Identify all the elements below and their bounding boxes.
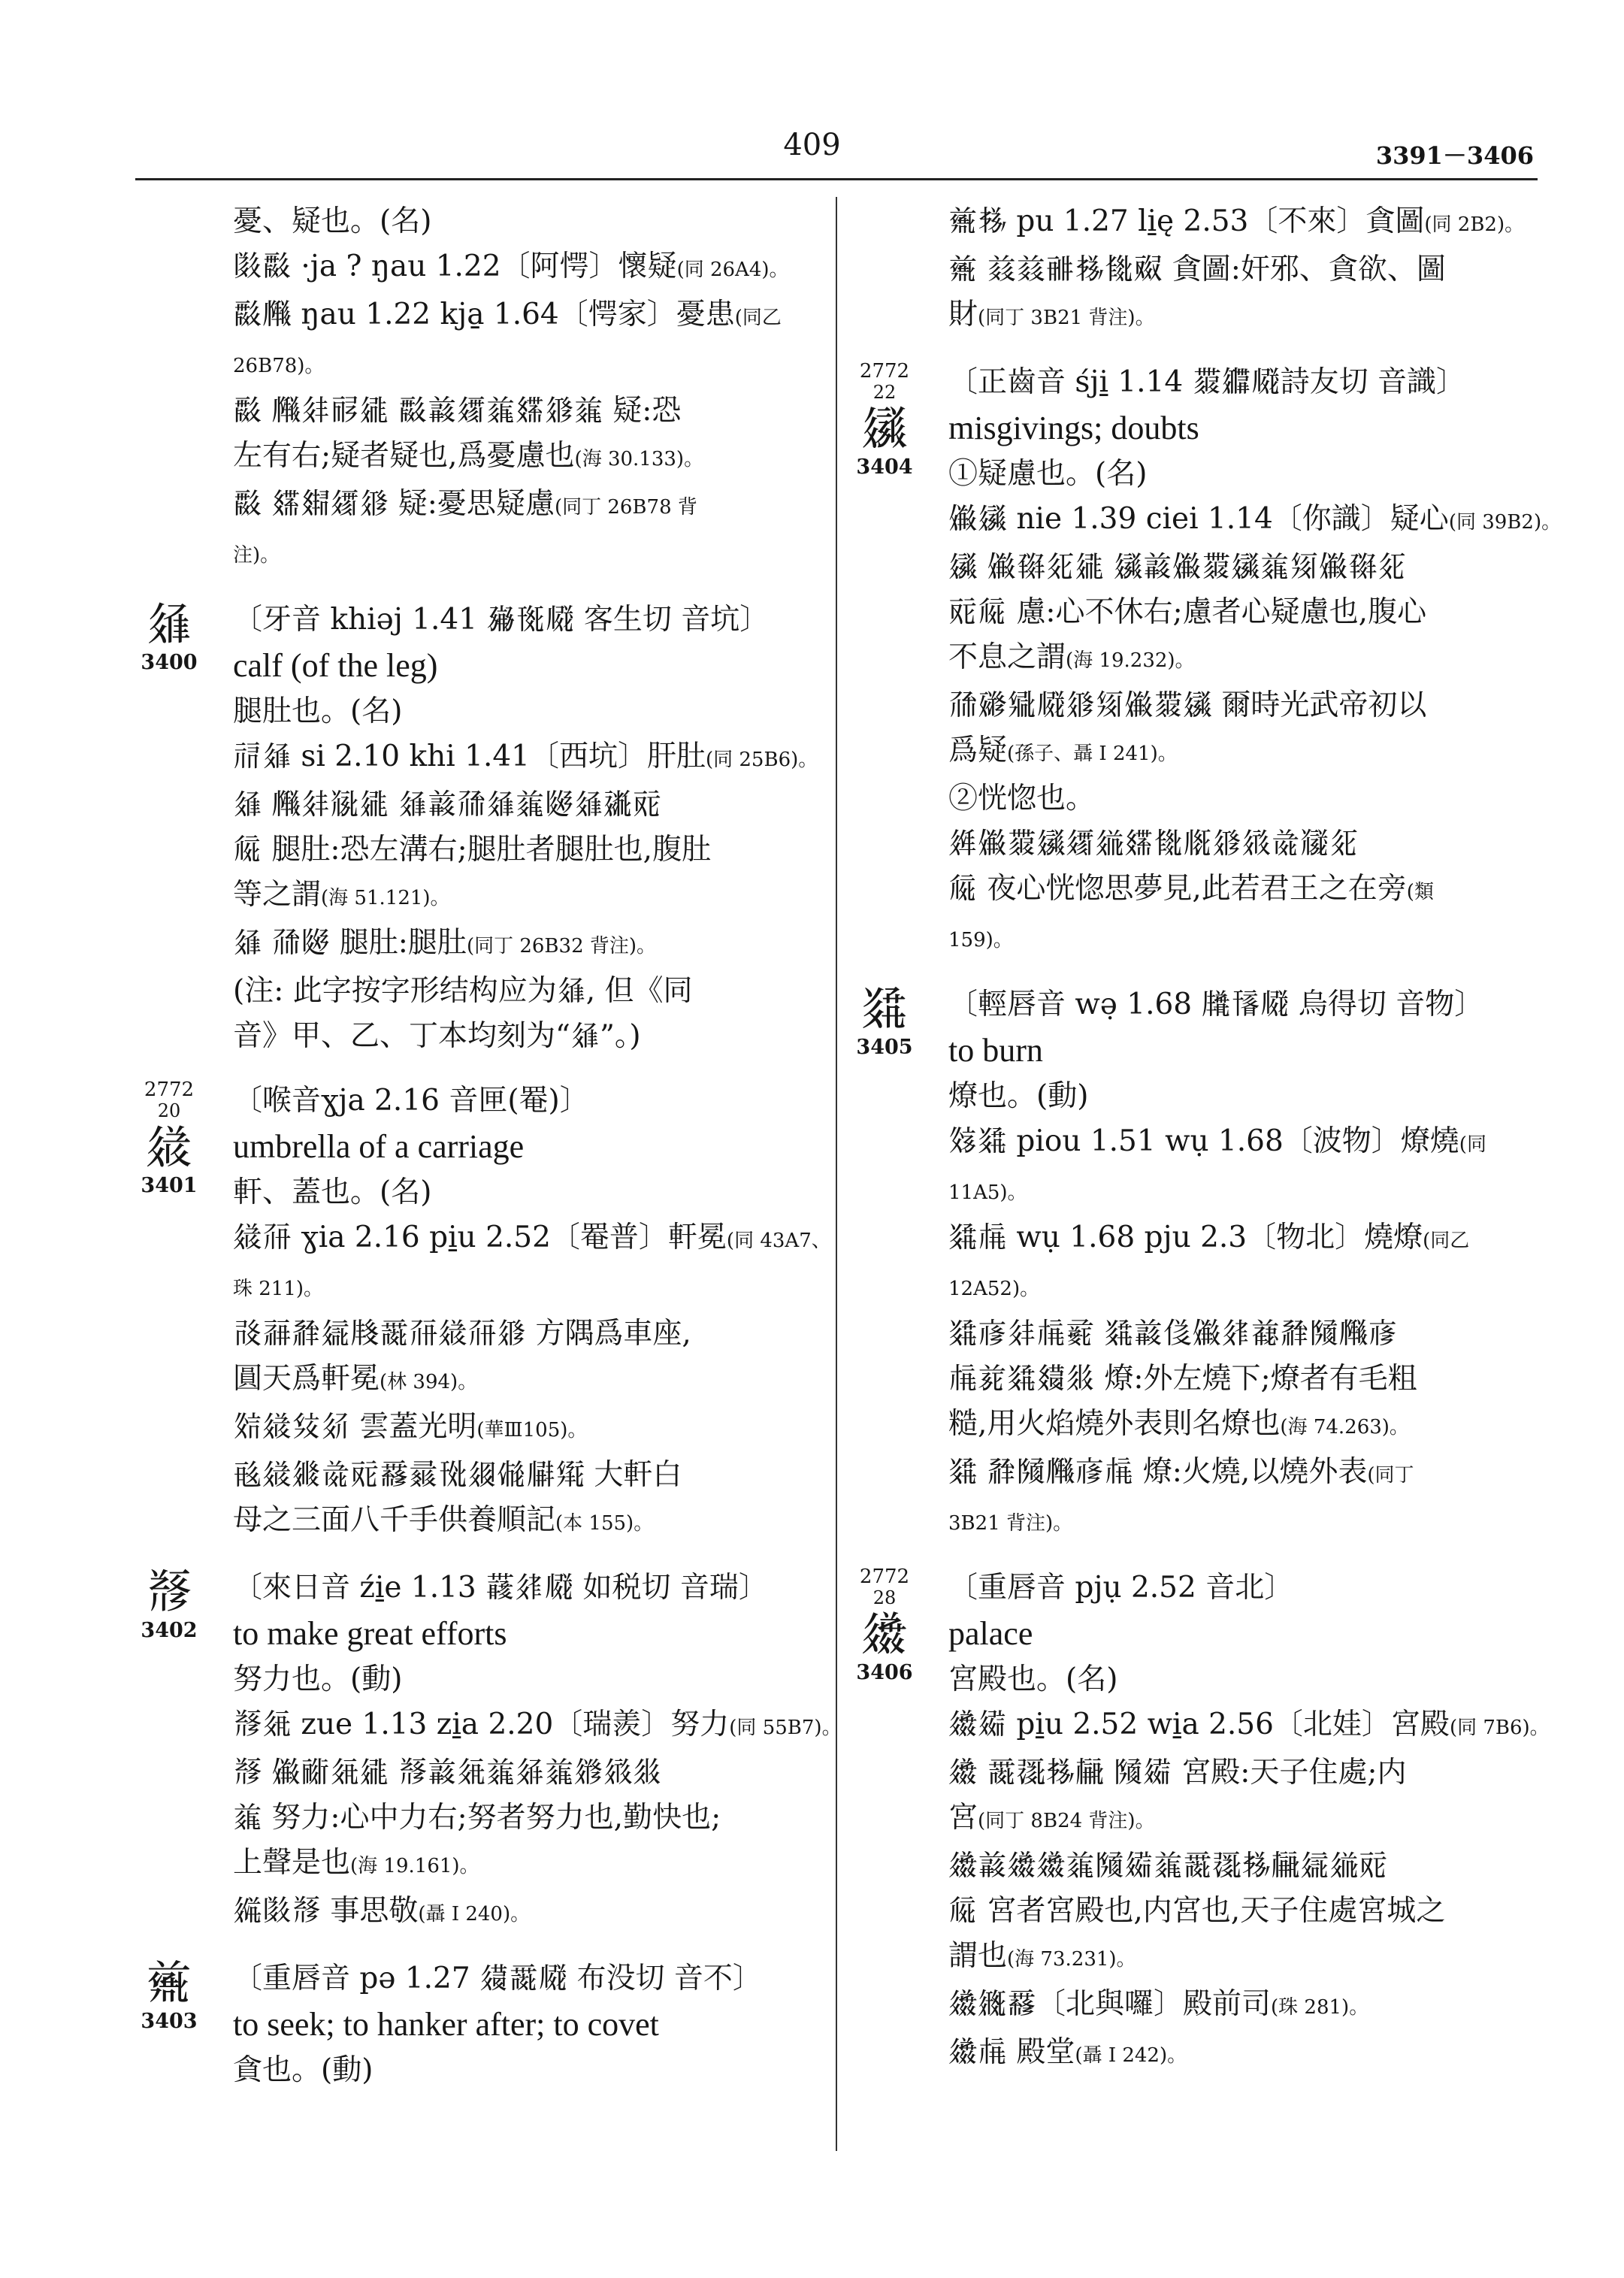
line-text: 𘃡𗣓 zue 1.13 zi̱a 2.20〔瑞羨〕努力 <box>233 1708 730 1741</box>
line-text: 𗗙𗡪𗋐𗆧𗤁𗊕𗏹𗷅𗪊 爾時光武帝初以 <box>948 688 1427 722</box>
entry-list <box>141 578 842 2093</box>
text-line <box>948 545 1546 590</box>
citation: (同 7B6)。 <box>1449 1717 1550 1739</box>
dictionary-entry <box>141 596 827 1059</box>
text-line <box>948 1074 1546 1119</box>
text-line <box>233 1263 827 1311</box>
citation: (同 39B2)。 <box>1448 511 1562 534</box>
text-line <box>948 2030 1546 2078</box>
text-line <box>233 1841 827 1889</box>
line-text: 燎也。(動) <box>948 1079 1089 1113</box>
line-text: ②恍惚也。 <box>948 782 1096 815</box>
entry-marker <box>836 360 933 480</box>
text-line <box>948 821 1546 867</box>
citation: (同 43A7、 <box>726 1230 831 1252</box>
text-line <box>948 497 1562 545</box>
head-character: 𗫢 <box>860 1606 908 1661</box>
text-line <box>233 827 827 873</box>
line-text: 𗼻𗧊𗊏𗢯 雲蓋光明 <box>233 1410 477 1444</box>
line-text: 上聲是也 <box>233 1846 351 1880</box>
entry-code-sub: 28 <box>872 1587 897 1608</box>
entry-code-sub: 20 <box>157 1100 181 1121</box>
citation: 珠 211)。 <box>233 1278 324 1300</box>
text-line <box>233 689 827 734</box>
citation: (華Ⅲ105)。 <box>476 1419 588 1442</box>
text-line <box>233 921 827 969</box>
line-text: 音》甲、乙、丁本均刻为“𗥸”。) <box>233 1019 641 1053</box>
phonetic-line: 〔正齒音 śji̱ 1.14 𗷅𗫗𗆧詩友切 音識〕 <box>948 365 1466 399</box>
text-line <box>948 1795 1546 1844</box>
citation: 注)。 <box>233 544 280 567</box>
entry-list <box>856 340 1562 2078</box>
head-character: 𗓷 <box>145 1955 192 2010</box>
text-line <box>948 1215 1546 1263</box>
entry-body <box>233 1170 831 1546</box>
english-gloss: to burn <box>948 1032 1043 1069</box>
entry-marker <box>120 1566 218 1644</box>
text-line <box>948 915 1546 963</box>
dictionary-entry <box>141 1078 831 1546</box>
citation: (同 26A4)。 <box>676 259 789 281</box>
line-text: 𗸟𗧊𗦫𗯨𗠇𗵒𗕥𗌽𗤓𗃡𗆔𗋕 大軒白 <box>233 1458 682 1492</box>
line-text: 𗓷 𗑠𗑠𗸙𗈪𗺌𗡂 貪圖:奸邪、貪欲、圖 <box>948 253 1446 286</box>
entry-code: 2772 <box>859 1566 910 1588</box>
line-text: 𘟂𗆼 ŋau 1.22 kja̱ 1.64〔愕家〕憂患 <box>233 298 735 331</box>
entry-body <box>233 689 827 1059</box>
citation: (海 74.263)。 <box>1280 1416 1409 1438</box>
text-line <box>948 1934 1546 1982</box>
line-text: 𗧊𗗓 ɣia 2.16 pi̱u 2.52〔罨普〕軒冕 <box>233 1221 727 1254</box>
line-text: 𗥸 𗗙𗁖 腿肚:腿肚 <box>233 926 467 960</box>
entry-body <box>948 1657 1550 2078</box>
citation: 3B21 背注)。 <box>948 1512 1073 1535</box>
line-text: 宮 <box>948 1801 978 1835</box>
text-line <box>948 635 1546 683</box>
line-text: 𗰗𗹏𗴂𗦇𗹞𗵘𗗓𗧊𗗓𗤁 方隅爲車座, <box>233 1317 691 1351</box>
citation: 11A5)。 <box>948 1181 1027 1204</box>
continuation-block <box>233 199 827 578</box>
dictionary-entry <box>856 360 1562 963</box>
entry-code: 2772 <box>859 360 910 383</box>
text-line <box>948 1702 1550 1750</box>
entry-body <box>948 452 1562 963</box>
head-character: 𘂼 <box>860 981 908 1036</box>
line-text: 財 <box>948 298 978 331</box>
head-character: 𗥸 <box>145 596 192 651</box>
citation: (同丁 26B78 背 <box>554 496 697 519</box>
dictionary-entry <box>141 1564 842 1937</box>
entry-gap <box>948 963 1546 982</box>
citation: (同乙 <box>734 307 782 329</box>
line-text: 𗓷𗈪 pu 1.27 li̱ę 2.53〔不來〕貪圖 <box>948 204 1425 238</box>
phonetic-line: 〔喉音ɣja 2.16 音匣(罨)〕 <box>233 1084 589 1118</box>
text-line <box>233 873 827 921</box>
citation: 12A52)。 <box>948 1278 1040 1300</box>
line-text: 等之謂 <box>233 878 322 912</box>
entry-number: 3406 <box>856 1661 913 1684</box>
continuation-block <box>948 199 1546 340</box>
citation: (同 2B2)。 <box>1424 213 1525 236</box>
head-character: 𗪊 <box>860 401 908 455</box>
text-line <box>948 1263 1546 1311</box>
text-line <box>233 734 827 782</box>
line-text: 𗪊 𗏹𗱈𗢬𗧓 𗪊𗓁𗏹𗷅𗪊𗒀𗊕𗏹𗱈𗢬 <box>948 550 1407 584</box>
text-line <box>233 1357 827 1405</box>
line-text: 𗥸 𗆼𗢳𗮀𗧓 𗥸𗓁𗗙𗥸𗒀𗁖𗥸𗡶𗠇 <box>233 788 662 821</box>
text-line <box>948 867 1546 915</box>
text-line <box>948 199 1546 247</box>
line-text: 憂、疑也。(名) <box>233 204 432 238</box>
citation: (同 <box>1459 1133 1486 1156</box>
entry-number: 3400 <box>141 651 198 674</box>
header-rule <box>135 178 1538 180</box>
line-text: 𗫢𗩴 pi̱u 2.52 wi̱a 2.56〔北娃〕宮殿 <box>948 1708 1450 1741</box>
line-text: 宮殿也。(名) <box>948 1662 1118 1696</box>
line-text: 𗂅𘟂 ·ja ? ŋau 1.22〔阿愕〕懷疑 <box>233 250 677 283</box>
entry-gap <box>948 1546 1546 1566</box>
english-gloss: to seek; to hanker after; to covet <box>233 2006 659 2043</box>
citation: (同丁 3B21 背注)。 <box>978 307 1155 329</box>
left-column <box>141 199 842 2093</box>
text-line <box>948 1167 1546 1215</box>
phonetic-line: 〔牙音 khiəj 1.41 𗉫𗍊𗆧 客生切 音坑〕 <box>233 603 770 637</box>
line-text: 腿肚也。(名) <box>233 694 403 728</box>
text-line <box>948 1982 1546 2030</box>
entry-code: 2772 <box>144 1078 195 1101</box>
entry-marker <box>120 1078 218 1199</box>
text-line <box>233 1311 827 1357</box>
english-gloss: to make great efforts <box>233 1615 507 1652</box>
line-text: 𘃡 𗏹𗠁𗣓𗧓 𘃡𗓁𗣓𗒀𗣳𗒀𗧁𗤻𗼈 <box>233 1756 662 1789</box>
phonetic-line: 〔來日音 źi̱e 1.13 𗞞𗣲𗆧 如税切 音瑞〕 <box>233 1571 768 1605</box>
citation: (聶 I 240)。 <box>418 1903 531 1926</box>
line-text: 𗫢 𗵘𗖰𗈪𗍳 𗂧𗩴 宮殿:天子住處;内 <box>948 1756 1407 1789</box>
entry-gap <box>233 578 827 597</box>
text-line <box>233 530 827 578</box>
page-entry-range: 3391－3406 <box>1375 141 1534 170</box>
line-text: 不息之謂 <box>948 640 1066 674</box>
entry-body <box>233 1657 842 1937</box>
english-gloss: misgivings; doubts <box>948 410 1199 446</box>
citation: (同丁 <box>1367 1464 1414 1487</box>
text-line <box>948 1889 1546 1934</box>
line-text: 𗏁 宮者宮殿也,内宮也,天子住處宮城之 <box>948 1894 1446 1928</box>
text-line <box>233 1889 827 1937</box>
text-line <box>233 199 827 244</box>
text-line <box>233 389 827 434</box>
entry-gap <box>233 1059 827 1078</box>
phonetic-line: 〔重唇音 pə 1.27 𗩈𗵘𗆧 布没切 音不〕 <box>233 1962 762 1995</box>
entry-marker <box>836 982 933 1060</box>
phonetic-line: 〔重唇音 pjụ 2.52 音北〕 <box>948 1571 1294 1605</box>
citation: 26B78)。 <box>233 355 325 377</box>
text-line <box>233 2048 827 2093</box>
dictionary-entry <box>141 1955 827 2093</box>
line-text: 𗏁 腿肚:恐左溝右;腿肚者腿肚也,腹肚 <box>233 833 712 867</box>
citation: (林 394)。 <box>380 1371 478 1393</box>
english-gloss: palace <box>948 1615 1033 1652</box>
line-text: 𗫢𗓁𗫢𗫢𗒀𗂧𗩴𗒀𗵘𗖰𗈪𗍳𗦇𗥤𗠇 <box>948 1849 1389 1883</box>
line-text: 𘂼𗍫 wụ 1.68 pju 2.3〔物北〕燒燎 <box>948 1221 1423 1254</box>
text-line <box>233 1750 827 1795</box>
entry-code-sub: 22 <box>872 382 897 403</box>
citation: (孫子、聶 I 241)。 <box>1007 743 1178 765</box>
entry-number: 3404 <box>856 455 913 479</box>
text-line <box>948 452 1546 497</box>
citation: (海 51.121)。 <box>321 887 450 909</box>
citation: (海 73.231)。 <box>1007 1948 1136 1971</box>
column-divider <box>836 197 837 2151</box>
page-number: 409 <box>783 128 841 162</box>
citation: (同乙 <box>1423 1230 1470 1252</box>
line-text: 𘂼𗇋𗢳𗍫𗈜 𘂼𗓁𗇇𗏹𗣲𗓈𗴂𗂧𗆼𗇋 <box>948 1317 1398 1351</box>
line-text: 𗒀 努力:心中力右;努者努力也,勤快也; <box>233 1801 721 1835</box>
citation: 159)。 <box>948 929 1013 951</box>
text-line <box>948 1844 1546 1889</box>
entry-gap <box>233 1546 827 1566</box>
line-text: 爲疑 <box>948 734 1008 767</box>
citation: (本 155)。 <box>555 1512 654 1535</box>
line-text: 貪也。(動) <box>233 2053 373 2087</box>
line-text: 圓天爲軒冕 <box>233 1362 380 1396</box>
line-text: 母之三面八千手供養順記 <box>233 1503 556 1537</box>
line-text: ①疑慮也。(名) <box>948 457 1148 491</box>
text-line <box>233 1795 827 1841</box>
line-text: 軒、蓋也。(名) <box>233 1175 432 1209</box>
text-line <box>233 1405 827 1453</box>
citation: (珠 281)。 <box>1271 1996 1369 2019</box>
text-line <box>948 1357 1546 1402</box>
entry-marker <box>120 597 218 676</box>
text-line <box>948 1119 1546 1167</box>
text-line <box>948 247 1546 292</box>
entry-number: 3403 <box>141 2010 198 2033</box>
text-line <box>233 1215 831 1263</box>
citation: (海 19.232)。 <box>1066 649 1195 672</box>
line-text: 𗏁 夜心恍惚思夢見,此若君王之在旁 <box>948 872 1407 906</box>
line-text: 𗫢𗍫 殿堂 <box>948 2035 1075 2069</box>
citation: (海 30.133)。 <box>574 448 704 470</box>
line-text: 謂也 <box>948 1939 1008 1973</box>
line-text: 糙,用火焰燒外表則名燎也 <box>948 1407 1281 1441</box>
text-line <box>948 1402 1546 1450</box>
line-text: 左有右;疑者疑也,爲憂慮也 <box>233 439 575 473</box>
phonetic-line: 〔輕唇音 wə̣ 1.68 𗹬𗍔𗆧 烏得切 音物〕 <box>948 988 1484 1021</box>
text-line <box>233 1498 827 1546</box>
right-column <box>856 199 1562 2078</box>
text-line <box>948 292 1546 340</box>
citation: (同丁 26B32 背注)。 <box>466 935 657 957</box>
line-text: 𗼵𘂼 piou 1.51 wụ 1.68〔波物〕燎燒 <box>948 1124 1459 1158</box>
line-text: 𗍫𗐱𘂼𗿢𗼈 燎:外左燒下;燎者有毛粗 <box>948 1362 1417 1396</box>
text-line <box>233 1170 827 1215</box>
english-gloss: umbrella of a carriage <box>233 1128 525 1165</box>
line-text: (注: 此字按字形结构应为𗥸, 但《同 <box>233 974 693 1008</box>
text-line <box>233 1453 827 1498</box>
text-line <box>233 244 827 292</box>
line-text: 𘟂 𗆼𗢳𗟲𗧓 𘟂𗓁𗨻𗒀𗿒𗤁𗒀 疑:恐 <box>233 394 682 428</box>
entry-number: 3405 <box>856 1036 913 1059</box>
dictionary-entry <box>856 981 1546 1546</box>
text-line <box>233 1657 827 1702</box>
english-gloss: calf (of the leg) <box>233 647 438 684</box>
text-line <box>233 1014 827 1059</box>
text-line <box>233 782 827 827</box>
text-line <box>948 1450 1546 1498</box>
text-line <box>233 482 827 530</box>
text-line <box>233 292 827 340</box>
line-text: 𗫢𗪆𗵒〔北與囉〕殿前司 <box>948 1987 1272 2021</box>
dictionary-entry <box>856 1566 1550 2078</box>
line-text: 努力也。(動) <box>233 1662 403 1696</box>
line-text: 𗏹𗪊 nie 1.39 ciei 1.14〔你識〕疑心 <box>948 502 1449 536</box>
citation: (同丁 8B24 背注)。 <box>978 1810 1155 1832</box>
citation: (類 <box>1406 881 1434 903</box>
line-text: 𗠇𗏁 慮:心不休右;慮者心疑慮也,腹心 <box>948 595 1427 629</box>
text-line <box>233 434 827 482</box>
text-line <box>233 1702 842 1750</box>
text-line <box>948 590 1546 635</box>
text-line <box>233 340 827 389</box>
line-text: 𗤶𗏹𗷅𗪊𗨻𗥤𗿒𗺌𗅋𗤁𗤻𗯨𗮔𗢬 <box>948 827 1359 861</box>
text-line <box>233 969 827 1014</box>
text-line <box>948 683 1546 728</box>
line-text: 𘂼 𗴂𗂧𗆼𗇋𗍫 燎:火燒,以燒外表 <box>948 1455 1368 1489</box>
line-text: 𘟂 𗿒𗿏𗨻𗤁 疑:憂思疑慮 <box>233 487 555 521</box>
text-line <box>948 1498 1546 1546</box>
entry-gap <box>233 1937 827 1956</box>
entry-body <box>233 2048 827 2093</box>
entry-gap <box>948 340 1546 360</box>
entry-marker <box>836 1566 933 1686</box>
text-line <box>948 776 1546 821</box>
entry-number: 3401 <box>141 1174 198 1197</box>
line-text: 𗘺𗥸 si 2.10 khi 1.41〔西坑〕肝肚 <box>233 740 706 773</box>
citation: (海 19.161)。 <box>350 1855 479 1877</box>
text-line <box>948 1311 1546 1357</box>
head-character: 𘃡 <box>145 1564 192 1619</box>
citation: (同 55B7)。 <box>729 1717 842 1739</box>
text-line <box>948 1750 1546 1795</box>
text-line <box>948 728 1546 776</box>
citation: (同 25B6)。 <box>705 749 818 771</box>
head-character: 𗧊 <box>145 1119 192 1174</box>
entry-number: 3402 <box>141 1619 198 1642</box>
line-text: 𗦃𗂅𘃡 事思敬 <box>233 1894 419 1928</box>
text-line <box>948 1657 1546 1702</box>
entry-marker <box>120 1956 218 2034</box>
entry-body <box>948 1074 1546 1546</box>
citation: (聶 I 242)。 <box>1075 2044 1187 2067</box>
